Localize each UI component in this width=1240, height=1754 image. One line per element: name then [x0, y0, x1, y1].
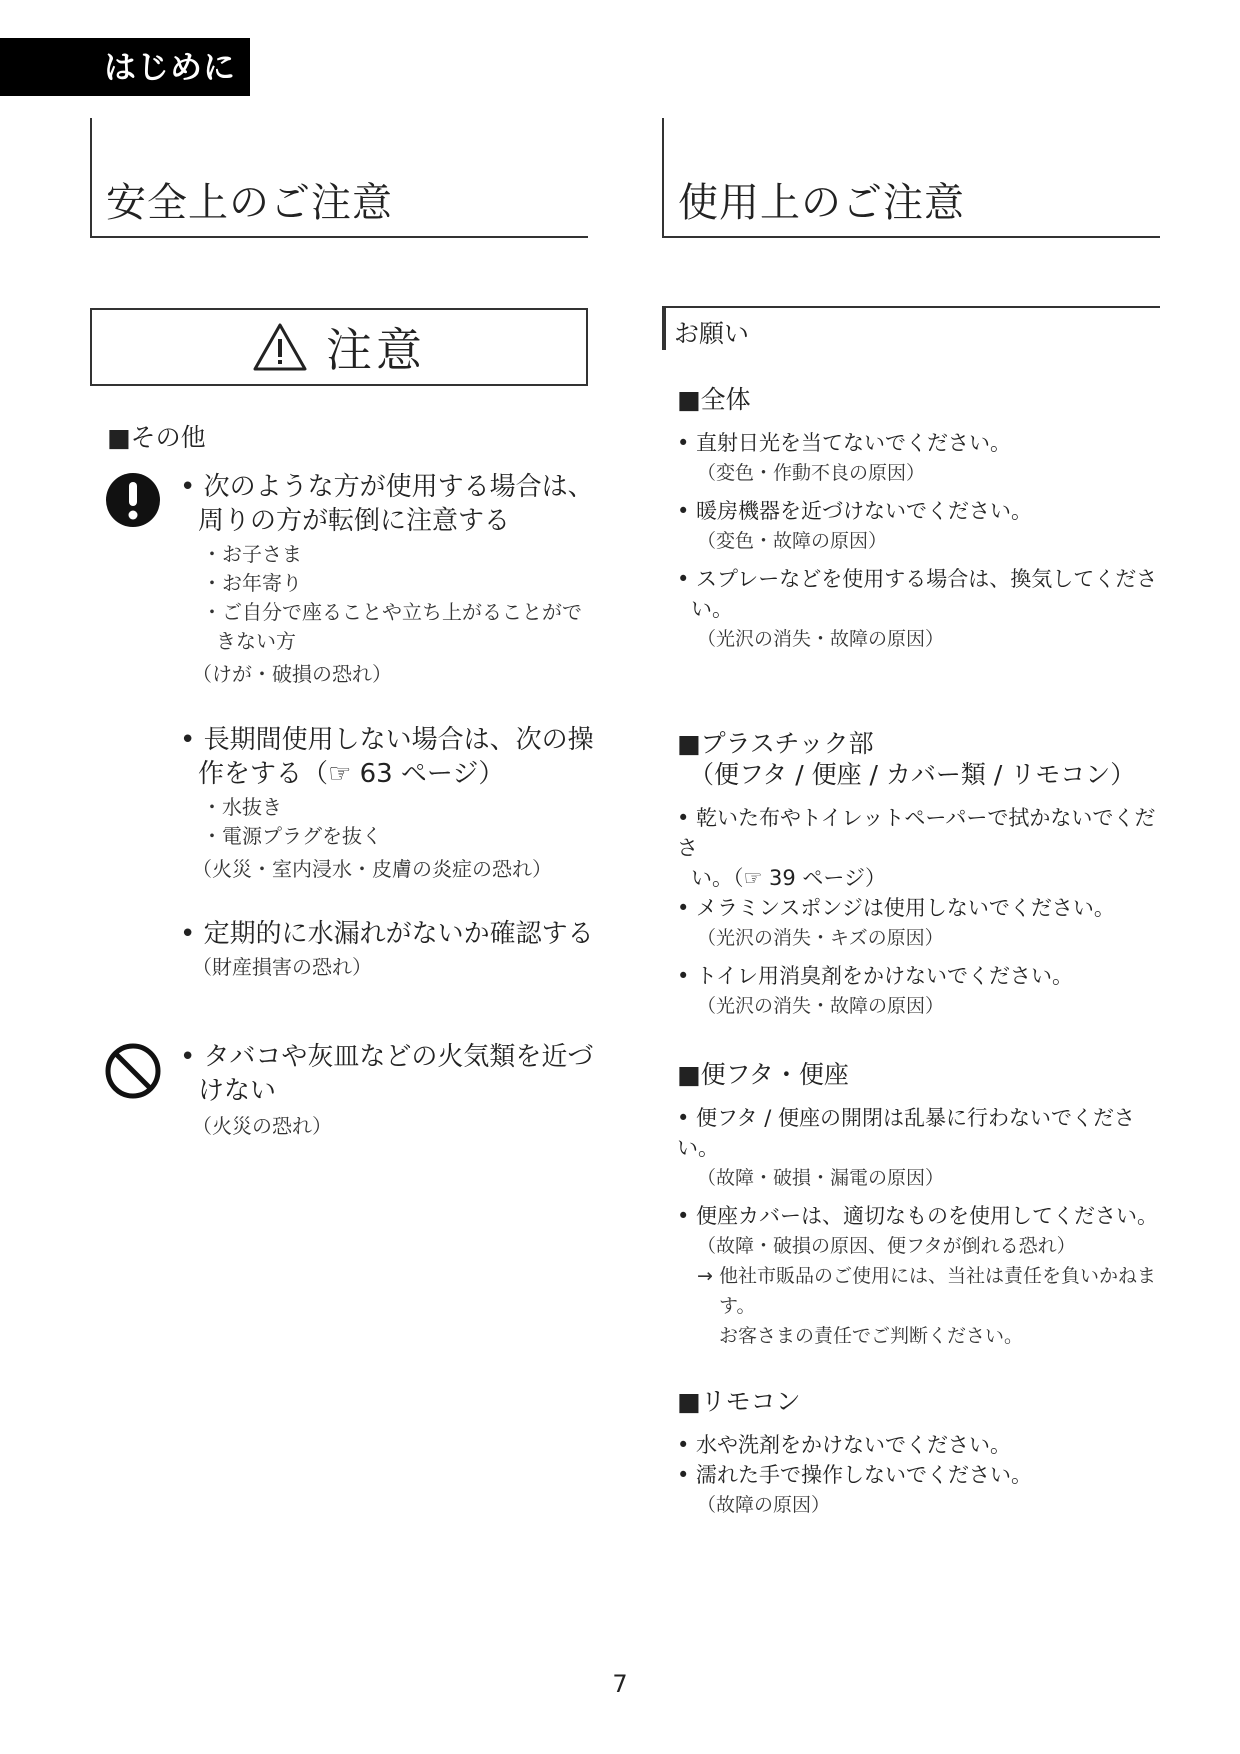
notice-note: （変色・作動不良の原因）: [697, 462, 926, 484]
notice-note: （故障の原因）: [697, 1494, 831, 1516]
notice-note: （変色・故障の原因）: [697, 530, 888, 552]
notice-item: • スプレーなどを使用する場合は、換気してくださ: [677, 567, 1158, 591]
sub-item: ・水抜き: [202, 795, 282, 819]
notice-note: （光沢の消失・キズの原因）: [697, 927, 944, 949]
notice-item: • 便座カバーは、適切なものを使用してください。: [677, 1204, 1159, 1228]
notice-note: （光沢の消失・故障の原因）: [697, 628, 945, 650]
notice-item: • メラミンスポンジは使用しないでください。: [677, 896, 1115, 920]
sub-item: ・電源プラグを抜く: [202, 824, 382, 848]
prohibited-icon: [105, 1043, 161, 1099]
caution-box: [90, 308, 588, 386]
item-note: （けが・破損の恐れ）: [192, 662, 392, 686]
item-note: （火災・室内浸水・皮膚の炎症の恐れ）: [192, 857, 552, 881]
left-subsection-title: ■その他: [107, 423, 206, 452]
exclamation-icon: [105, 472, 161, 528]
item-note: （財産損害の恐れ）: [192, 955, 372, 979]
notice-item-cont: い。: [691, 597, 733, 621]
onegai-label: お願い: [674, 319, 750, 348]
notice-item: • 便フタ / 便座の開閉は乱暴に行わないでください。: [677, 1106, 1136, 1160]
onegai-header: [662, 306, 1160, 350]
right-section-header: [662, 118, 1160, 238]
notice-item: • トイレ用消臭剤をかけないでください。: [677, 964, 1074, 988]
subsection-title: ■プラスチック部: [677, 729, 874, 758]
right-section-title: 使用上のご注意: [678, 180, 965, 226]
notice-item: • 直射日光を当てないでください。: [677, 431, 1012, 455]
left-section-header: [90, 118, 588, 238]
subsection-title: ■便フタ・便座: [677, 1060, 849, 1089]
notice-note: （光沢の消失・故障の原因）: [697, 995, 945, 1017]
notice-item-cont: い。（☞ 39 ページ）: [691, 866, 886, 890]
sub-item: きない方: [216, 629, 296, 653]
notice-note: （故障・破損・漏電の原因）: [697, 1167, 945, 1189]
notice-arrow-cont: す。: [719, 1295, 756, 1317]
notice-note: （故障・破損の原因、便フタが倒れる恐れ）: [697, 1235, 1076, 1257]
caution-item: [180, 723, 600, 884]
notice-list: [677, 1103, 1177, 1351]
notice-list: [677, 428, 1167, 654]
caution-item: [180, 1040, 600, 1141]
item-text: • 長期間使用しない場合は、次の操: [180, 725, 594, 755]
item-text: 周りの方が転倒に注意する: [198, 506, 511, 536]
notice-list: [677, 1430, 1167, 1520]
item-text: 作をする（☞ 63 ページ）: [198, 759, 505, 789]
subsection-subtitle: （便フタ / 便座 / カバー類 / リモコン）: [689, 760, 1136, 789]
item-text: • 定期的に水漏れがないか確認する: [180, 919, 594, 949]
notice-list: [677, 803, 1167, 1021]
notice-item: • 乾いた布やトイレットペーパーで拭かないでくださ: [677, 806, 1156, 860]
notice-item: • 濡れた手で操作しないでください。: [677, 1463, 1033, 1487]
item-text: けない: [198, 1076, 277, 1106]
sub-item: ・お子さま: [202, 542, 302, 566]
sub-item: ・お年寄り: [202, 571, 302, 595]
notice-arrow-cont: お客さまの責任でご判断ください。: [719, 1325, 1024, 1347]
section-tab: はじめに: [0, 38, 250, 96]
caution-item: [180, 917, 600, 982]
page-number: 7: [612, 1670, 628, 1698]
warning-triangle-icon: [252, 322, 308, 372]
subsection-title: ■全体: [677, 385, 751, 414]
sub-item: ・ご自分で座ることや立ち上がることがで: [202, 600, 582, 624]
notice-arrow-item: → 他社市販品のご使用には、当社は責任を負いかねま: [697, 1265, 1156, 1287]
notice-item: • 暖房機器を近づけないでください。: [677, 499, 1033, 523]
item-note: （火災の恐れ）: [192, 1114, 332, 1138]
caution-label: 注意: [326, 323, 426, 377]
caution-item: [180, 470, 600, 689]
left-section-title: 安全上のご注意: [106, 180, 393, 226]
item-text: • 次のような方が使用する場合は、: [180, 472, 594, 502]
notice-item: • 水や洗剤をかけないでください。: [677, 1433, 1012, 1457]
subsection-title: ■リモコン: [677, 1387, 801, 1416]
item-text: • タバコや灰皿などの火気類を近づ: [180, 1042, 594, 1072]
